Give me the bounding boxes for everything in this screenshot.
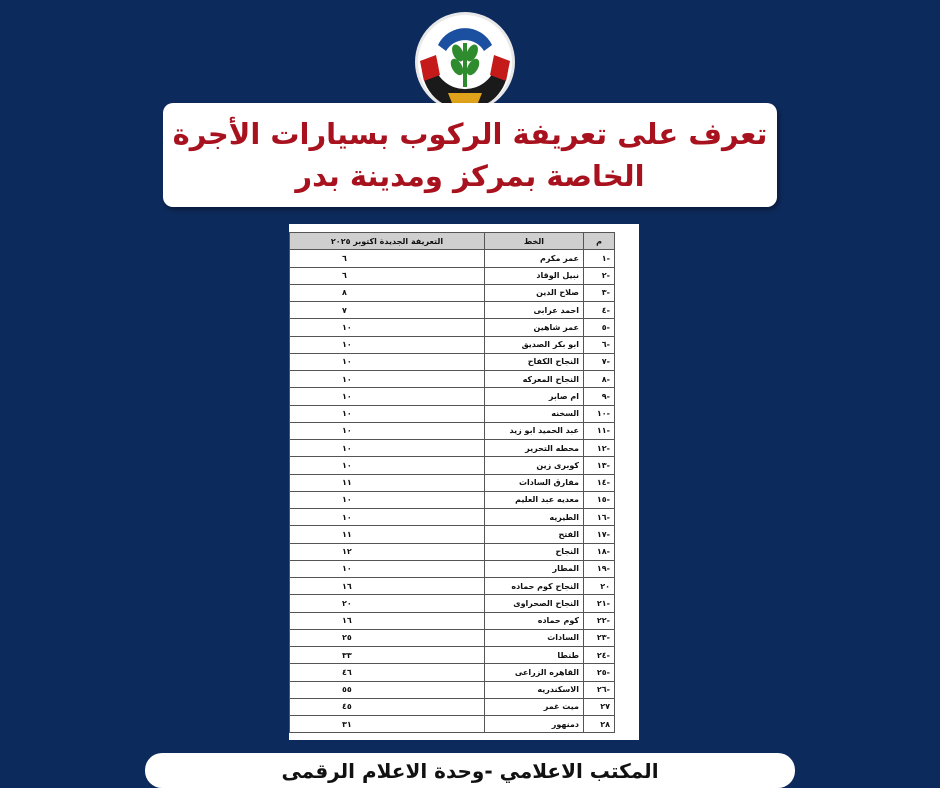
- table-row: [290, 302, 615, 319]
- row-fare: ١٠: [290, 336, 485, 353]
- row-line: الطيريه: [485, 509, 584, 526]
- row-number: -٨: [584, 371, 615, 388]
- row-fare: ٦: [290, 267, 485, 284]
- row-line: النجاح المعركه: [485, 371, 584, 388]
- row-line: ميت غمر: [485, 698, 584, 715]
- row-line: محطه التحرير: [485, 440, 584, 457]
- row-line: الاسكندريه: [485, 681, 584, 698]
- row-fare: ٤٥: [290, 698, 485, 715]
- row-fare: ١٢: [290, 543, 485, 560]
- row-fare: ١٠: [290, 371, 485, 388]
- row-line: ابو بكر الصديق: [485, 336, 584, 353]
- row-number: -٢٥: [584, 664, 615, 681]
- row-line: النجاح كوم حماده: [485, 578, 584, 595]
- governorate-logo: [418, 15, 512, 109]
- row-number: -٢٦: [584, 681, 615, 698]
- row-number: -٤: [584, 302, 615, 319]
- row-number: -١٣: [584, 457, 615, 474]
- table-row: [290, 422, 615, 439]
- wheat-emblem-icon: [418, 15, 512, 109]
- row-fare: ١٠: [290, 319, 485, 336]
- row-fare: ١٠: [290, 353, 485, 370]
- row-fare: ١٦: [290, 578, 485, 595]
- row-fare: ١٠: [290, 509, 485, 526]
- row-number: -١٨: [584, 543, 615, 560]
- footer-banner: [145, 753, 795, 788]
- row-line: المطار: [485, 560, 584, 577]
- table-row: [290, 647, 615, 664]
- row-fare: ١٠: [290, 440, 485, 457]
- row-line: كوم حماده: [485, 612, 584, 629]
- row-number: -٧: [584, 353, 615, 370]
- header-line: الخط: [485, 233, 584, 250]
- table-row: [290, 509, 615, 526]
- title-banner: [163, 103, 777, 207]
- table-row: [290, 250, 615, 267]
- row-number: -٦: [584, 336, 615, 353]
- table-row: [290, 371, 615, 388]
- row-line: النجاح الكفاح: [485, 353, 584, 370]
- row-line: عمر شاهين: [485, 319, 584, 336]
- row-number: -١٤: [584, 474, 615, 491]
- fare-document: [289, 224, 639, 740]
- title-line-1: تعرف على تعريفة الركوب بسيارات الأجرة: [172, 117, 768, 151]
- row-line: كوبرى زين: [485, 457, 584, 474]
- row-fare: ١٠: [290, 388, 485, 405]
- row-number: -٥: [584, 319, 615, 336]
- row-fare: ٥٥: [290, 681, 485, 698]
- row-fare: ١٠: [290, 560, 485, 577]
- row-line: النجاح الصحراوى: [485, 595, 584, 612]
- table-row: [290, 457, 615, 474]
- row-number: -٢١: [584, 595, 615, 612]
- row-line: عبد الحميد ابو زيد: [485, 422, 584, 439]
- row-line: احمد عرابى: [485, 302, 584, 319]
- table-row: [290, 560, 615, 577]
- row-number: -١٢: [584, 440, 615, 457]
- table-header-row: [290, 233, 615, 250]
- row-line: معديه عبد العليم: [485, 491, 584, 508]
- table-row: [290, 405, 615, 422]
- row-line: النجاح: [485, 543, 584, 560]
- row-fare: ٢٠: [290, 595, 485, 612]
- table-row: [290, 319, 615, 336]
- row-fare: ٣٣: [290, 647, 485, 664]
- header-fare: التعريفة الجديدة اكتوبر ٢٠٢٥: [290, 233, 485, 250]
- table-row: [290, 595, 615, 612]
- table-row: [290, 698, 615, 715]
- row-fare: ١٦: [290, 612, 485, 629]
- row-number: -١٠: [584, 405, 615, 422]
- table-row: [290, 664, 615, 681]
- footer-text: المكتب الاعلامي -وحدة الاعلام الرقمى: [281, 758, 659, 783]
- row-fare: ١٠: [290, 422, 485, 439]
- row-fare: ٢٥: [290, 629, 485, 646]
- table-row: [290, 491, 615, 508]
- row-line: الفتح: [485, 526, 584, 543]
- row-line: السخنه: [485, 405, 584, 422]
- row-line: القاهره الزراعى: [485, 664, 584, 681]
- row-number: ٢٠: [584, 578, 615, 595]
- table-row: [290, 716, 615, 733]
- row-number: -١: [584, 250, 615, 267]
- row-line: عمر مكرم: [485, 250, 584, 267]
- row-line: طنطا: [485, 647, 584, 664]
- table-row: [290, 267, 615, 284]
- table-row: [290, 388, 615, 405]
- row-fare: ٣١: [290, 716, 485, 733]
- row-fare: ٨: [290, 284, 485, 301]
- row-number: -١٧: [584, 526, 615, 543]
- row-number: -١١: [584, 422, 615, 439]
- row-fare: ١٠: [290, 491, 485, 508]
- row-line: ام صابر: [485, 388, 584, 405]
- row-fare: ١٠: [290, 457, 485, 474]
- table-row: [290, 353, 615, 370]
- row-fare: ١١: [290, 474, 485, 491]
- row-line: دمنهور: [485, 716, 584, 733]
- row-fare: ٦: [290, 250, 485, 267]
- table-row: [290, 681, 615, 698]
- row-number: ٢٨: [584, 716, 615, 733]
- table-row: [290, 543, 615, 560]
- title-line-2: الخاصة بمركز ومدينة بدر: [295, 159, 645, 193]
- row-number: -١٦: [584, 509, 615, 526]
- table-row: [290, 474, 615, 491]
- row-fare: ١١: [290, 526, 485, 543]
- row-number: -٢٢: [584, 612, 615, 629]
- table-row: [290, 336, 615, 353]
- row-fare: ١٠: [290, 405, 485, 422]
- row-line: نبيل الوقاد: [485, 267, 584, 284]
- row-fare: ٤٦: [290, 664, 485, 681]
- row-number: ٢٧: [584, 698, 615, 715]
- table-row: [290, 526, 615, 543]
- row-line: مفارق السادات: [485, 474, 584, 491]
- row-number: -٢: [584, 267, 615, 284]
- row-number: -١٥: [584, 491, 615, 508]
- row-number: -٢٣: [584, 629, 615, 646]
- table-row: [290, 612, 615, 629]
- row-number: -١٩: [584, 560, 615, 577]
- row-line: صلاح الدين: [485, 284, 584, 301]
- table-row: [290, 440, 615, 457]
- row-number: -٣: [584, 284, 615, 301]
- row-number: -٢٤: [584, 647, 615, 664]
- table-row: [290, 284, 615, 301]
- fare-table: [289, 232, 615, 733]
- row-fare: ٧: [290, 302, 485, 319]
- row-number: -٩: [584, 388, 615, 405]
- header-num: م: [584, 233, 615, 250]
- table-row: [290, 629, 615, 646]
- table-row: [290, 578, 615, 595]
- row-line: السادات: [485, 629, 584, 646]
